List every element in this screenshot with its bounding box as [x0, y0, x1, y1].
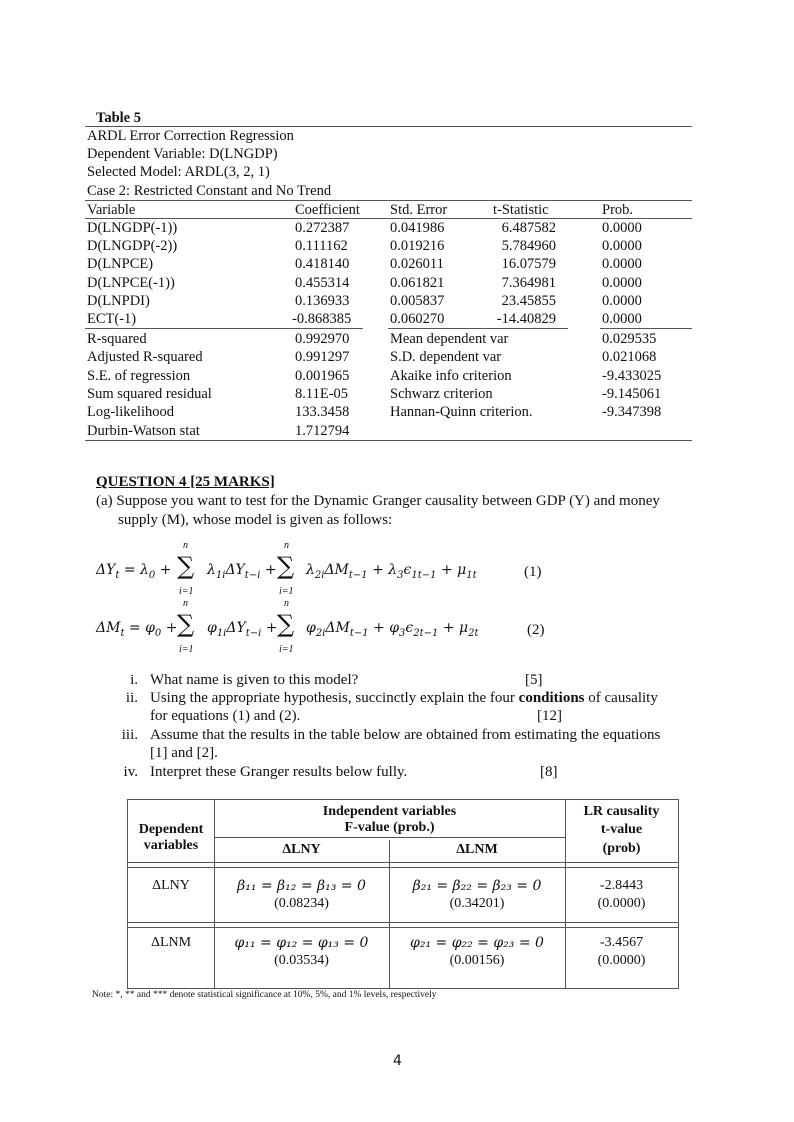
sum-lower-limit: i=1 — [279, 644, 294, 655]
table5-cell-coefficient: 0.272387 — [295, 220, 350, 236]
stat-value-left: 0.991297 — [295, 349, 350, 365]
stat-value-left: 1.712794 — [295, 423, 350, 439]
equation-2-number: (2) — [527, 622, 545, 638]
stat-label-right: Akaike info criterion — [390, 368, 512, 384]
column-header-lny: ΔLNY — [282, 842, 321, 857]
table5-cell-prob: 0.0000 — [602, 220, 642, 236]
table5-cell-t-statistic: 23.45855 — [501, 293, 556, 309]
fvalue-header: F-value (prob.) — [344, 820, 435, 835]
stat-label-left: Durbin-Watson stat — [87, 423, 200, 439]
lr-value: -3.4567 — [599, 935, 644, 950]
stat-label-right: Hannan-Quinn criterion. — [390, 404, 533, 420]
table5-line-4: Case 2: Restricted Constant and No Trend — [87, 183, 332, 199]
table5-cell-variable: D(LNPCE(-1)) — [87, 275, 175, 291]
table5-cell-prob: 0.0000 — [602, 238, 642, 254]
equation-1: $\Delta Y_t = \lambda_0$ + — [96, 562, 172, 581]
item-number: iii. — [121, 727, 138, 743]
table5-cell-coefficient: 0.455314 — [295, 275, 350, 291]
table5-cell-std-error: 0.041986 — [390, 220, 445, 236]
item-text: What name is given to this model? — [150, 672, 359, 688]
table-divider — [214, 837, 565, 838]
stat-value-left: 0.001965 — [295, 368, 350, 384]
table5-header-prob: Prob. — [602, 202, 634, 218]
stat-value-right: -9.145061 — [602, 386, 662, 402]
table5-rule-segment — [600, 328, 692, 329]
summation-symbol: ∑ — [177, 552, 195, 580]
stat-value-left: 8.11E-05 — [295, 386, 349, 402]
table5-cell-prob: 0.0000 — [602, 256, 642, 272]
item-marks: [12] — [537, 708, 562, 724]
table5-cell-std-error: 0.060270 — [390, 311, 445, 327]
dependent-variable: ΔLNM — [150, 935, 192, 950]
lr-header-line1: LR causality — [583, 804, 660, 819]
summation-symbol: ∑ — [177, 610, 195, 638]
summation-symbol: ∑ — [277, 552, 295, 580]
stat-label-left: Sum squared residual — [87, 386, 212, 402]
sum-lower-limit: i=1 — [179, 644, 194, 655]
table5-bottom-rule — [85, 440, 692, 441]
equation-1-term: $\lambda_{1i}\Delta Y_{t-i}$ + — [207, 562, 277, 581]
table-divider — [128, 922, 678, 923]
table5-header-std-error: Std. Error — [390, 202, 448, 218]
equation-2: $\Delta M_t = \varphi_0$ + — [96, 620, 178, 639]
sum-upper-limit: n — [284, 540, 289, 551]
table5-cell-std-error: 0.061821 — [390, 275, 445, 291]
stat-label-left: R-squared — [87, 331, 147, 347]
table5-cell-coefficient: -0.868385 — [292, 311, 352, 327]
page-number: 4 — [393, 1053, 402, 1069]
granger-table — [127, 799, 679, 989]
item-number: ii. — [125, 690, 138, 706]
prob-cell: (0.03534) — [274, 953, 329, 968]
item-text: Assume that the results in the table below are obtained from estimating the equations — [150, 727, 661, 743]
prob-cell: (0.34201) — [449, 896, 505, 911]
question-part-a-line2: supply (M), whose model is given as follows: — [118, 512, 393, 528]
table5-cell-t-statistic: 6.487582 — [501, 220, 556, 236]
hypothesis-cell: φ₁₁ = φ₁₂ = φ₁₃ = 0 — [234, 935, 369, 951]
hypothesis-cell: φ₂₁ = φ₂₂ = φ₂₃ = 0 — [410, 935, 544, 951]
table5-cell-prob: 0.0000 — [602, 311, 642, 327]
table5-line-3: Selected Model: ARDL(3, 2, 1) — [87, 164, 270, 180]
hypothesis-cell: β₁₁ = β₁₂ = β₁₃ = 0 — [237, 878, 366, 894]
sum-lower-limit: i=1 — [279, 586, 294, 597]
table5-cell-std-error: 0.019216 — [390, 238, 445, 254]
table5-cell-coefficient: 0.111162 — [295, 238, 348, 254]
item-marks: [5] — [525, 672, 543, 688]
item-text-part: Using the appropriate hypothesis, succinctly explain the four — [150, 690, 519, 706]
equation-1-number: (1) — [524, 564, 542, 580]
table5-header-coefficient: Coefficient — [295, 202, 360, 218]
table5-title: Table 5 — [96, 110, 141, 126]
table5-cell-variable: D(LNPDI) — [87, 293, 150, 309]
table5-header-top-rule — [85, 200, 692, 201]
item-number: iv. — [123, 764, 138, 780]
stat-value-right: 0.029535 — [602, 331, 657, 347]
stat-value-left: 133.3458 — [295, 404, 350, 420]
table-divider — [128, 867, 678, 868]
prob-cell: (0.08234) — [274, 896, 329, 911]
lr-value: -2.8443 — [599, 878, 644, 893]
item-text-line2: [1] and [2]. — [150, 745, 218, 761]
table-divider — [128, 927, 678, 928]
dependent-header-line2: variables — [143, 838, 199, 853]
table5-header-variable: Variable — [87, 202, 136, 218]
equation-1-term: $\lambda_{2i}\Delta M_{t-1} + \lambda_3\epsilon_{1t-1} + \mu_{1t}$ — [306, 562, 477, 581]
stat-label-right: Mean dependent var — [390, 331, 509, 347]
sum-upper-limit: n — [183, 540, 188, 551]
stat-label-right: Schwarz criterion — [390, 386, 493, 402]
item-text — [150, 690, 658, 707]
table5-header-t-statistic: t-Statistic — [493, 202, 549, 218]
table5-cell-variable: D(LNPCE) — [87, 256, 154, 272]
table5-cell-t-statistic: 5.784960 — [501, 238, 556, 254]
stat-value-right: -9.433025 — [602, 368, 662, 384]
lr-header-line3: (prob) — [602, 841, 641, 856]
item-text: Interpret these Granger results below fully. — [150, 764, 408, 780]
sum-lower-limit: i=1 — [179, 586, 194, 597]
table5-cell-prob: 0.0000 — [602, 275, 642, 291]
lr-prob: (0.0000) — [597, 896, 646, 911]
table5-cell-t-statistic: 7.364981 — [501, 275, 556, 291]
table5-rule-segment — [85, 328, 363, 329]
table5-line-1: ARDL Error Correction Regression — [87, 128, 294, 144]
stat-label-left: Log-likelihood — [87, 404, 174, 420]
stat-value-left: 0.992970 — [295, 331, 350, 347]
question-heading: QUESTION 4 [25 MARKS] — [96, 474, 275, 490]
sum-upper-limit: n — [183, 598, 188, 609]
dependent-header-line1: Dependent — [138, 822, 204, 837]
summation-symbol: ∑ — [277, 610, 295, 638]
item-text-line2: for equations (1) and (2). — [150, 708, 301, 724]
item-text-bold: conditions — [518, 690, 585, 706]
prob-cell: (0.00156) — [449, 953, 505, 968]
table5-cell-std-error: 0.026011 — [390, 256, 444, 272]
item-text-part: of causality — [584, 690, 658, 706]
sum-upper-limit: n — [284, 598, 289, 609]
table5-cell-variable: D(LNGDP(-2)) — [87, 238, 178, 254]
independent-header: Independent variables — [322, 804, 457, 819]
table5-line-2: Dependent Variable: D(LNGDP) — [87, 146, 278, 162]
stat-value-right: 0.021068 — [602, 349, 657, 365]
table5-cell-coefficient: 0.136933 — [295, 293, 350, 309]
table5-cell-coefficient: 0.418140 — [295, 256, 350, 272]
stat-value-right: -9.347398 — [602, 404, 662, 420]
equation-2-term: $\varphi_{2i}\Delta M_{t-1} + \varphi_3\epsilon_{2t-1} + \mu_{2t}$ — [306, 620, 479, 639]
table5-rule-segment — [388, 328, 568, 329]
table5-cell-std-error: 0.005837 — [390, 293, 445, 309]
item-number: i. — [130, 672, 138, 688]
table5-cell-variable: D(LNGDP(-1)) — [87, 220, 178, 236]
column-header-lnm: ΔLNM — [456, 842, 498, 857]
table5-cell-variable: ECT(-1) — [87, 311, 137, 327]
stat-label-left: S.E. of regression — [87, 368, 191, 384]
hypothesis-cell: β₂₁ = β₂₂ = β₂₃ = 0 — [412, 878, 542, 894]
table5-cell-prob: 0.0000 — [602, 293, 642, 309]
table5-cell-t-statistic: 16.07579 — [501, 256, 556, 272]
stat-label-left: Adjusted R-squared — [87, 349, 203, 365]
table-note: Note: *, ** and *** denote statistical significance at 10%, 5%, and 1% levels, respectively — [92, 990, 437, 1000]
table-divider — [128, 862, 678, 863]
table5-header-bottom-rule — [85, 218, 692, 219]
item-marks: [8] — [540, 764, 558, 780]
stat-label-right: S.D. dependent var — [390, 349, 502, 365]
question-part-a-line1: (a) Suppose you want to test for the Dynamic Granger causality between GDP (Y) and money — [96, 493, 660, 509]
lr-header-line2: t-value — [600, 822, 643, 837]
dependent-variable: ΔLNY — [152, 878, 190, 893]
lr-prob: (0.0000) — [597, 953, 646, 968]
table5-top-rule — [85, 126, 692, 127]
equation-2-term: $\varphi_{1i}\Delta Y_{t-i}$ + — [207, 620, 278, 639]
table5-cell-t-statistic: -14.40829 — [496, 311, 556, 327]
